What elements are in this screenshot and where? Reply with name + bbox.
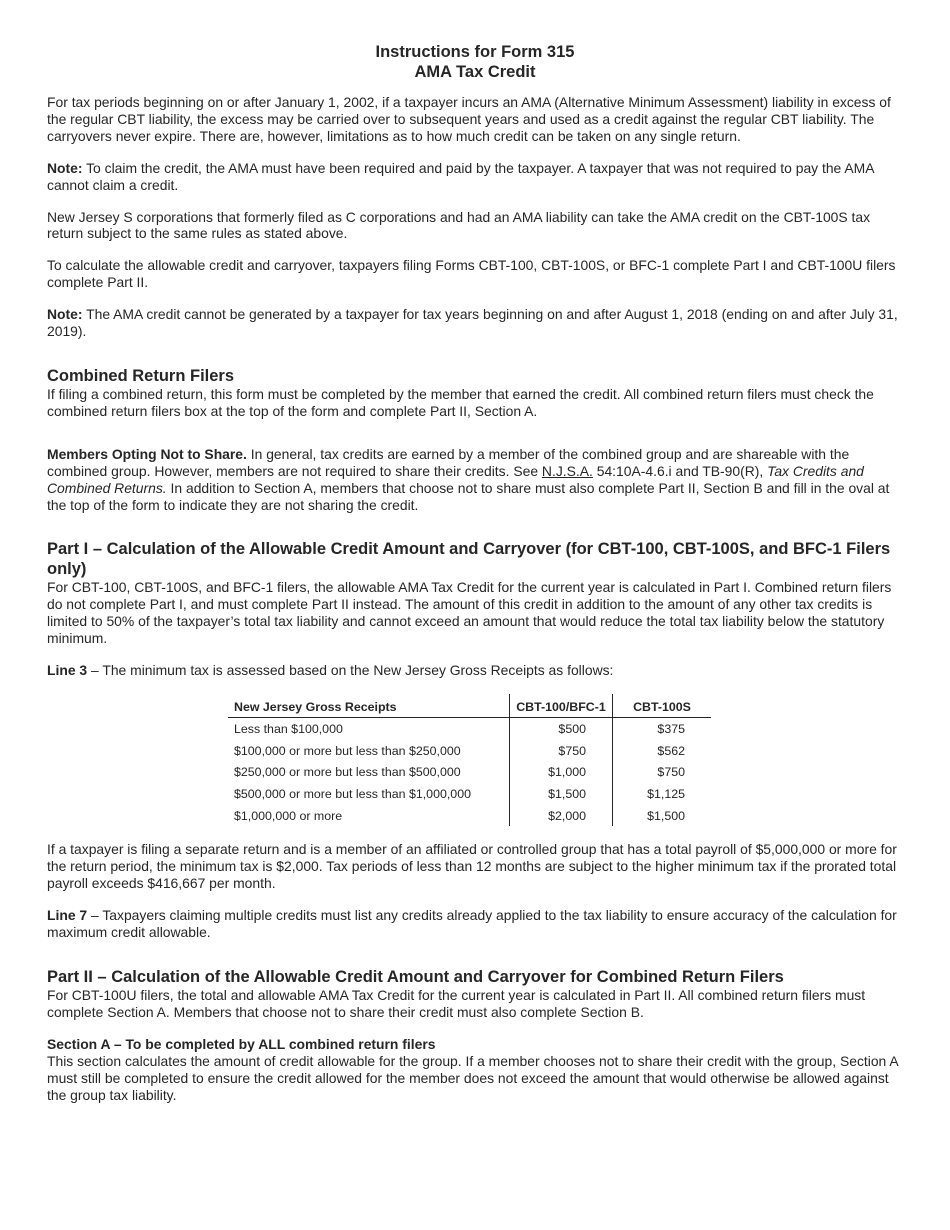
document-page [47,42,903,1103]
members-paragraph [47,446,903,514]
cell-cbt100s: $1,500 [647,808,685,823]
members-text-2: 54:10A-4.6.i and TB-90(R), [592,462,768,479]
part2-paragraph: For CBT-100U filers, the total and allowable AMA Tax Credit for the current year is calculated in Part II. All combined return filers must complete Section A. Members that choose not to share their credit must also complete Section B. [47,986,866,1020]
part1-heading: Part I – Calculation of the Allowable Credit Amount and Carryover (for CBT-100, CBT-100S, and BFC-1 Filers only) [47,540,891,579]
line7-paragraph [47,907,903,941]
members-label: Members Opting Not to Share. [47,445,247,462]
title-line-2: AMA Tax Credit [414,63,536,81]
cell-cbt100s: $562 [657,743,685,758]
table-header-row [228,694,711,718]
col-header-cbt100s: CBT-100S [613,694,712,718]
section-a-heading: Section A – To be completed by ALL combined return filers [47,1035,436,1052]
table-row [228,761,711,783]
note-label: Note: [47,306,83,323]
title-line-1: Instructions for Form 315 [375,43,575,61]
cell-cbt100s: $1,125 [647,787,685,802]
line3-label: Line 3 [47,662,88,679]
cell-cbt100: $500 [510,717,613,739]
line7-text: – Taxpayers claiming multiple credits must list any credits already applied to the tax liability to ensure accuracy of the calculation for maximum credit allowable. [47,907,897,941]
section-a-paragraph: This section calculates the amount of credit allowable for the group. If a member chooses not to share their credit with the group, Section A must still be completed to ensure the credit allowed for the member does not exceed the amount that would otherwise be allowed against the group tax liability. [47,1052,898,1103]
cell-receipts: $250,000 or more but less than $500,000 [228,761,510,783]
table-row [228,717,711,739]
cell-cbt100: $750 [510,740,613,762]
payroll-paragraph: If a taxpayer is filing a separate return and is a member of an affiliated or controlled group that has a total payroll of $5,000,000 or more for the return period, the minimum tax is $2,000. Tax periods of less than 12 months are subject to the higher minimum tax if the prorated total payroll exceeds $416,667 per month. [47,841,897,892]
intro-paragraph: For tax periods beginning on or after January 1, 2002, if a taxpayer incurs an AMA (Alternative Minimum Assessment) liability in excess of the regular CBT liability, the excess may be carried over to subsequent years and used as a credit against the regular CBT liability. The carryovers never expire. There are, however, limitations as to how much credit can be taken on any single return. [47,94,891,144]
line7-label: Line 7 [47,907,88,924]
note-text: The AMA credit cannot be generated by a taxpayer for tax years beginning on and after August 1, 2018 (ending on and after July 31, 2019). [47,306,898,340]
members-text-1: In general, tax credits are earned by a member of the combined group and are shareable with the combined group. However, members are not required to share their credits. See [47,445,850,479]
note-paragraph-2 [47,306,903,340]
line3-paragraph [47,662,903,679]
cell-receipts: $1,000,000 or more [228,805,510,827]
members-text-3: In addition to Section A, members that choose not to share must also complete Part II, Section B and fill in the oval at the top of the form to indicate they are not sharing the credit. [47,479,890,513]
note-label: Note: [47,159,83,176]
njsa-link[interactable]: N.J.S.A. [541,462,593,479]
part1-paragraph: For CBT-100, CBT-100S, and BFC-1 filers, the allowable AMA Tax Credit for the current year is calculated in Part I. Combined return filers do not complete Part I, and must complete Part II instead. The amount of this credit in addition to the amount of any other tax credits is limited to 50% of the taxpayer’s total tax liability and cannot exceed an amount that would reduce the total tax liability below the statutory minimum. [47,579,892,647]
members-italic-title: Tax Credits and Combined Returns. [47,462,864,496]
col-header-cbt100: CBT-100/BFC-1 [510,694,613,718]
cell-cbt100: $2,000 [510,805,613,827]
minimum-tax-table [228,694,711,827]
document-title [47,42,903,82]
calculate-paragraph: To calculate the allowable credit and carryover, taxpayers filing Forms CBT-100, CBT-100S, or BFC-1 complete Part I and CBT-100U filers complete Part II. [47,257,896,291]
cell-cbt100: $1,000 [510,761,613,783]
table-row [228,740,711,762]
col-header-receipts: New Jersey Gross Receipts [228,694,510,718]
cell-receipts: $100,000 or more but less than $250,000 [228,740,510,762]
s-corp-paragraph: New Jersey S corporations that formerly filed as C corporations and had an AMA liability can take the AMA credit on the CBT-100S tax return subject to the same rules as stated above. [47,208,871,242]
cell-cbt100: $1,500 [510,783,613,805]
combined-heading: Combined Return Filers [47,366,235,385]
cell-cbt100s: $750 [657,765,685,780]
part2-heading: Part II – Calculation of the Allowable Credit Amount and Carryover for Combined Return Filers [47,967,784,986]
cell-receipts: $500,000 or more but less than $1,000,000 [228,783,510,805]
cell-receipts: Less than $100,000 [228,717,510,739]
table-row [228,805,711,827]
line3-text: – The minimum tax is assessed based on the New Jersey Gross Receipts as follows: [87,662,614,679]
note-paragraph-1 [47,160,903,194]
note-text: To claim the credit, the AMA must have been required and paid by the taxpayer. A taxpayer that was not required to pay the AMA cannot claim a credit. [47,159,874,193]
combined-paragraph: If filing a combined return, this form must be completed by the member that earned the credit. All combined return filers must check the combined return filers box at the top of the form and complete Part II, Section A. [47,385,874,419]
cell-cbt100s: $375 [657,721,685,736]
table-row [228,783,711,805]
